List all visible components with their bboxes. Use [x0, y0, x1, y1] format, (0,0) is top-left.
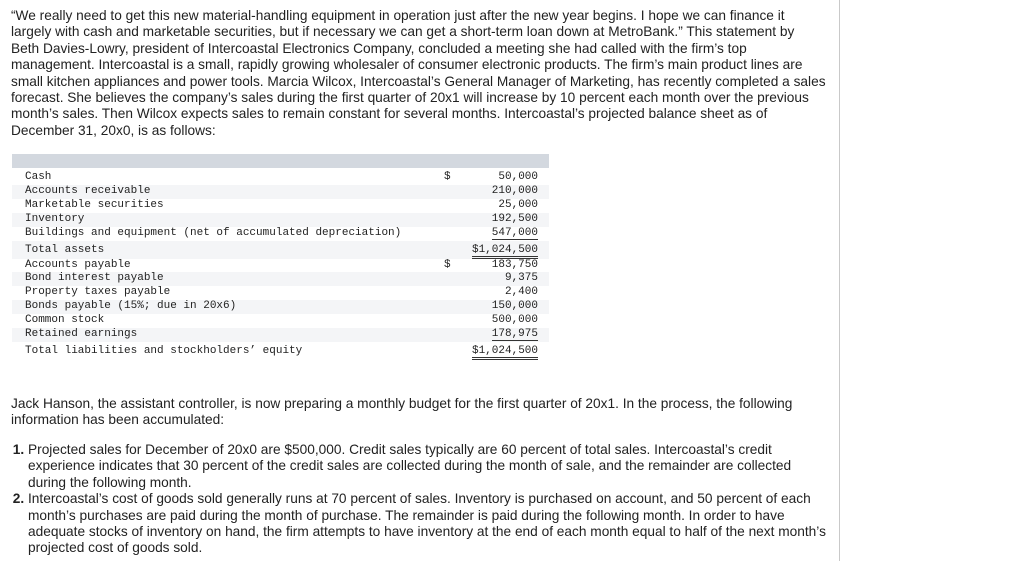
- table-row: [12, 185, 549, 199]
- row-currency: [444, 241, 466, 259]
- row-amount: 210,000: [466, 185, 549, 199]
- table-row: [12, 328, 549, 342]
- table-row-total: [12, 241, 549, 259]
- row-label: Bond interest payable: [12, 272, 444, 286]
- balance-sheet-header-bar: [12, 154, 549, 168]
- row-amount: 500,000: [491, 314, 538, 327]
- row-label: Total assets: [12, 241, 444, 259]
- row-amount: 192,500: [466, 213, 549, 227]
- table-row: [12, 227, 549, 241]
- balance-sheet: [12, 154, 549, 365]
- row-label: Common stock: [25, 314, 105, 327]
- list-item: 2. Intercoastal’s cost of goods sold generally runs at 70 percent of sales. Inventory is purchased on account, and 50 percent of each month’s purchases are paid during the month of purchase. The remainder is paid during the following month. In order to have adequate stocks of inventory on hand, the firm attempts to have inventory at the end of each month equal to half of the next month’s projected cost of goods sold.: [28, 491, 828, 557]
- row-amount: 9,375: [466, 272, 549, 286]
- row-currency: $: [444, 258, 451, 271]
- row-amount: 25,000: [498, 198, 538, 211]
- row-currency: [444, 199, 466, 213]
- table-row: [12, 300, 549, 314]
- row-currency: [444, 300, 466, 314]
- table-row: [12, 213, 549, 227]
- row-amount: $1,024,500: [466, 241, 549, 259]
- intro-paragraph: “We really need to get this new material-handling equipment in operation just after the new year begins. I hope we can finance it largely with cash and marketable securities, but if necessary we can get a short-term loan down at MetroBank.” This statement by Beth Davies-Lowry, president of Intercoastal Electronics Company, concluded a meeting she had called with the firm’s top management. Intercoastal is a small, rapidly growing wholesaler of consumer electronic products. The firm’s main product lines are small kitchen appliances and power tools. Marcia Wilcox, Intercoastal’s General Manager of Marketing, has recently completed a sales forecast. She believes the company’s sales during the first quarter of 20x1 will increase by 10 percent each month over the previous month’s sales. Then Wilcox expects sales to remain constant for several months. Intercoastal’s projected balance sheet as of December 31, 20x0, is as follows:: [11, 8, 826, 138]
- row-label: Buildings and equipment (net of accumulated depreciation): [25, 226, 402, 239]
- row-label: Bonds payable (15%; due in 20x6): [12, 300, 444, 314]
- right-divider-line: [839, 0, 840, 561]
- row-amount: 178,975: [466, 328, 549, 342]
- row-amount: 547,000: [491, 226, 538, 239]
- row-currency: [444, 286, 466, 300]
- row-label: Retained earnings: [12, 328, 444, 342]
- row-label: Property taxes payable: [25, 286, 171, 299]
- second-paragraph: Jack Hanson, the assistant controller, is now preparing a monthly budget for the first quarter of 20x1. In the process, the following information has been accumulated:: [11, 396, 793, 428]
- row-currency: [444, 328, 466, 342]
- row-label: Cash: [25, 171, 52, 183]
- row-label: Total liabilities and stockholders’ equity: [25, 344, 303, 357]
- row-currency: [444, 314, 466, 328]
- row-currency: [444, 185, 466, 199]
- row-currency: [444, 227, 466, 241]
- row-currency: [444, 342, 466, 360]
- table-row: [12, 168, 549, 185]
- table-row: [12, 259, 549, 273]
- info-list: [11, 442, 828, 557]
- row-label: Accounts receivable: [12, 185, 444, 199]
- row-currency: [444, 272, 466, 286]
- row-amount: $1,024,500: [466, 342, 549, 360]
- table-row: [12, 286, 549, 300]
- table-row: [12, 314, 549, 328]
- row-label: Inventory: [12, 213, 444, 227]
- table-row: [12, 199, 549, 213]
- row-amount: 183,750: [491, 258, 538, 271]
- balance-sheet-table: [12, 168, 549, 360]
- row-currency: [444, 213, 466, 227]
- table-row: [12, 272, 549, 286]
- list-item: 1. Projected sales for December of 20x0 are $500,000. Credit sales typically are 60 percent of total sales. Intercoastal’s credit experience indicates that 30 percent of the credit sales are collected during the month of sale, and the remainder are collected during the following month.: [28, 442, 828, 491]
- row-label: Marketable securities: [25, 198, 164, 211]
- row-currency: $: [444, 171, 451, 183]
- row-amount: 2,400: [504, 286, 538, 299]
- table-row-total: [12, 342, 549, 360]
- row-amount: 150,000: [466, 300, 549, 314]
- row-label: Accounts payable: [25, 258, 131, 271]
- row-amount: 50,000: [498, 171, 538, 183]
